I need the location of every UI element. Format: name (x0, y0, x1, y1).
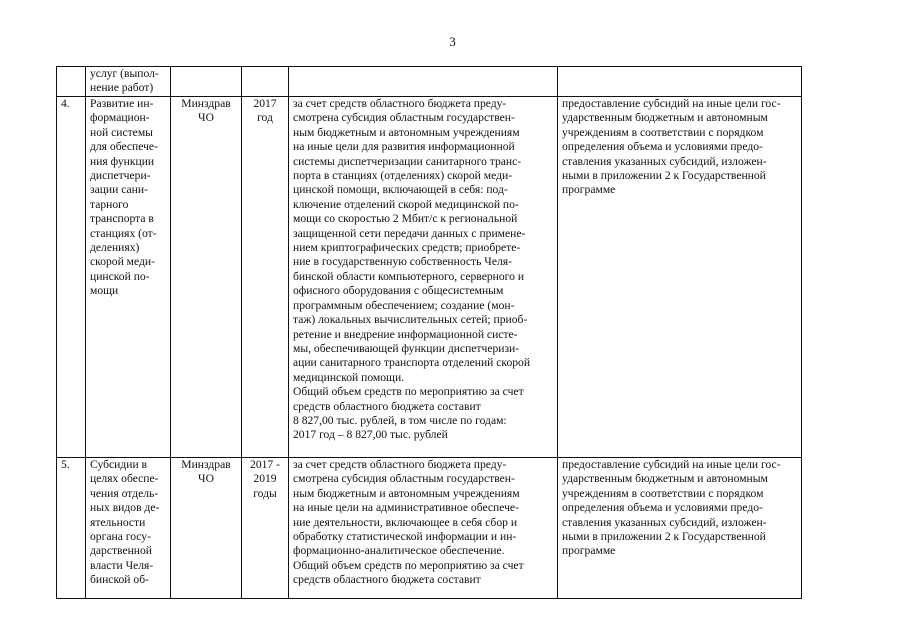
mechanism-cell (558, 67, 802, 97)
period-cell: 2017 - 2019 годы (242, 458, 289, 599)
measure-name-cell: услуг (выпол- нение работ) (86, 67, 171, 97)
executor-cell: Минздрав ЧО (171, 458, 242, 599)
period-cell: 2017 год (242, 97, 289, 458)
mechanism-cell: предоставление субсидий на иные цели гос- ударственным бюджетным и автономным учреждениям в соответствии с порядком определения объема и условиями предо- ставления указанных субсидий, изложен- ными в приложении 2 к Государственной программе (558, 458, 802, 599)
measure-name-cell: Развитие ин- формацион- ной системы для обеспече- ния функции диспетчери- зации сани- тарного транспорта в станциях (от- делениях) скорой меди- цинской по- мощи (86, 97, 171, 458)
table-row (57, 458, 802, 599)
period-cell (242, 67, 289, 97)
table-row (57, 67, 802, 97)
row-number-cell (57, 67, 86, 97)
description-cell: за счет средств областного бюджета преду- смотрена субсидия областным государствен- ным бюджетным и автономным учреждениям на иные цели на административное обеспече- ние деятельности, включающее в себя сбор и обработку статистической информации и ин- формационно-аналитическое обеспечение. Общий объем средств по мероприятию за счет средств областного бюджета составит (289, 458, 558, 599)
description-cell (289, 67, 558, 97)
executor-cell (171, 67, 242, 97)
table-row (57, 97, 802, 458)
page-number: 3 (449, 34, 456, 49)
executor-cell: Минздрав ЧО (171, 97, 242, 458)
row-number-cell: 4. (57, 97, 86, 458)
measures-table (56, 66, 802, 599)
description-cell: за счет средств областного бюджета преду- смотрена субсидия областным государствен- ным бюджетным и автономным учреждениям на иные цели для развития информационной системы диспетчеризации санитарного транс- порта в станциях (отделениях) скорой меди- цинской помощи, включающей в себя: под- ключение отделений скорой медицинской по- мощи со скоростью 2 Мбит/с к региональной защищенной сети передачи данных с примене- нием криптографических средств; приобрете- ние в государственную собственность Челя- бинской области компьютерного, серверного и офисного оборудования с общесистемным программным обеспечением; создание (мон- таж) локальных вычислительных сетей; приоб- ретение и внедрение информационной систе- мы, обеспечивающей функции диспетчеризи- ации санитарного транспорта отделений скорой медицинской помощи. Общий объем средств по мероприятию за счет средств областного бюджета составит 8 827,00 тыс. рублей, в том числе по годам: 2017 год – 8 827,00 тыс. рублей (289, 97, 558, 458)
row-number-cell: 5. (57, 458, 86, 599)
mechanism-cell: предоставление субсидий на иные цели гос- ударственным бюджетным и автономным учреждениям в соответствии с порядком определения объема и условиями предо- ставления указанных субсидий, изложен- ными в приложении 2 к Государственной программе (558, 97, 802, 458)
measure-name-cell: Субсидии в целях обеспе- чения отдель- ных видов де- ятельности органа госу- дарственной власти Челя- бинской об- (86, 458, 171, 599)
